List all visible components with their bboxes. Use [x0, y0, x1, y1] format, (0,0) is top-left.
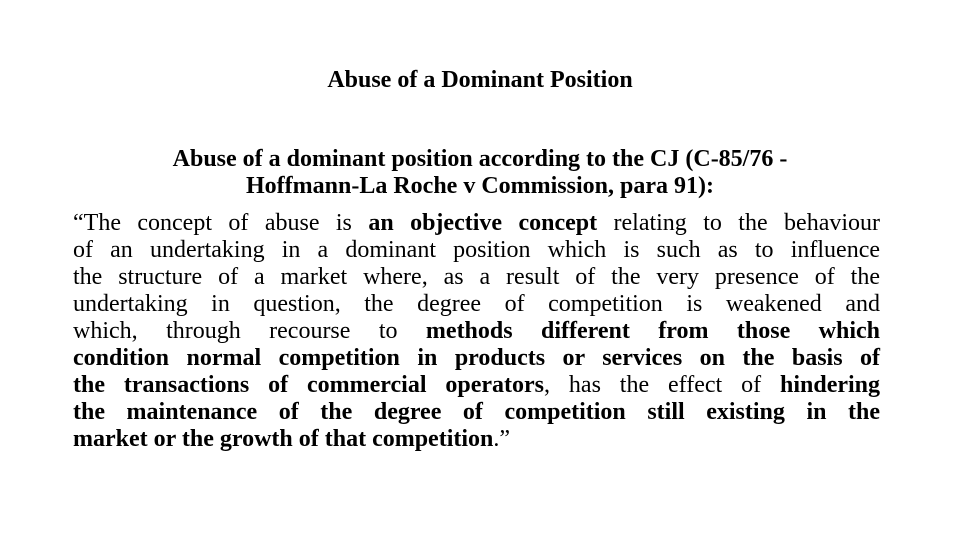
quote-line-1 [73, 210, 880, 237]
quote-text: relating to the behaviour [597, 210, 881, 236]
citation-heading-line-2: Hoffmann-La Roche v Commission, para 91): [246, 173, 714, 199]
quote-line-8: the maintenance of the degree of competition still existing in the [73, 399, 880, 425]
quote-emphasis: hindering [779, 372, 881, 398]
quote-line-6: condition normal competition in products or services on the basis of [73, 345, 880, 371]
quote-emphasis: an objective concept [368, 210, 598, 236]
court-quote [73, 210, 880, 453]
citation-heading-line-1: Abuse of a dominant position according to the CJ (C-85/76 - [172, 146, 788, 172]
quote-line-9 [73, 426, 880, 453]
quote-text: .” [493, 426, 511, 452]
quote-emphasis: the transactions of commercial operators [73, 372, 545, 398]
quote-line-3: the structure of a market where, as a result of the very presence of the [73, 264, 880, 290]
quote-emphasis: methods different from those which [425, 318, 880, 344]
quote-line-5 [73, 318, 880, 345]
quote-text: , has the effect of [544, 372, 780, 398]
quote-line-4: undertaking in question, the degree of competition is weakened and [73, 291, 880, 317]
quote-line-7 [73, 372, 880, 399]
quote-emphasis: market or the growth of that competition [73, 426, 494, 452]
quote-line-2: of an undertaking in a dominant position which is such as to influence [73, 237, 880, 263]
quote-text: “The concept of abuse is [73, 210, 369, 236]
quote-text: which, through recourse to [73, 318, 426, 344]
slide-title: Abuse of a Dominant Position [327, 67, 633, 93]
citation-heading [100, 146, 860, 200]
